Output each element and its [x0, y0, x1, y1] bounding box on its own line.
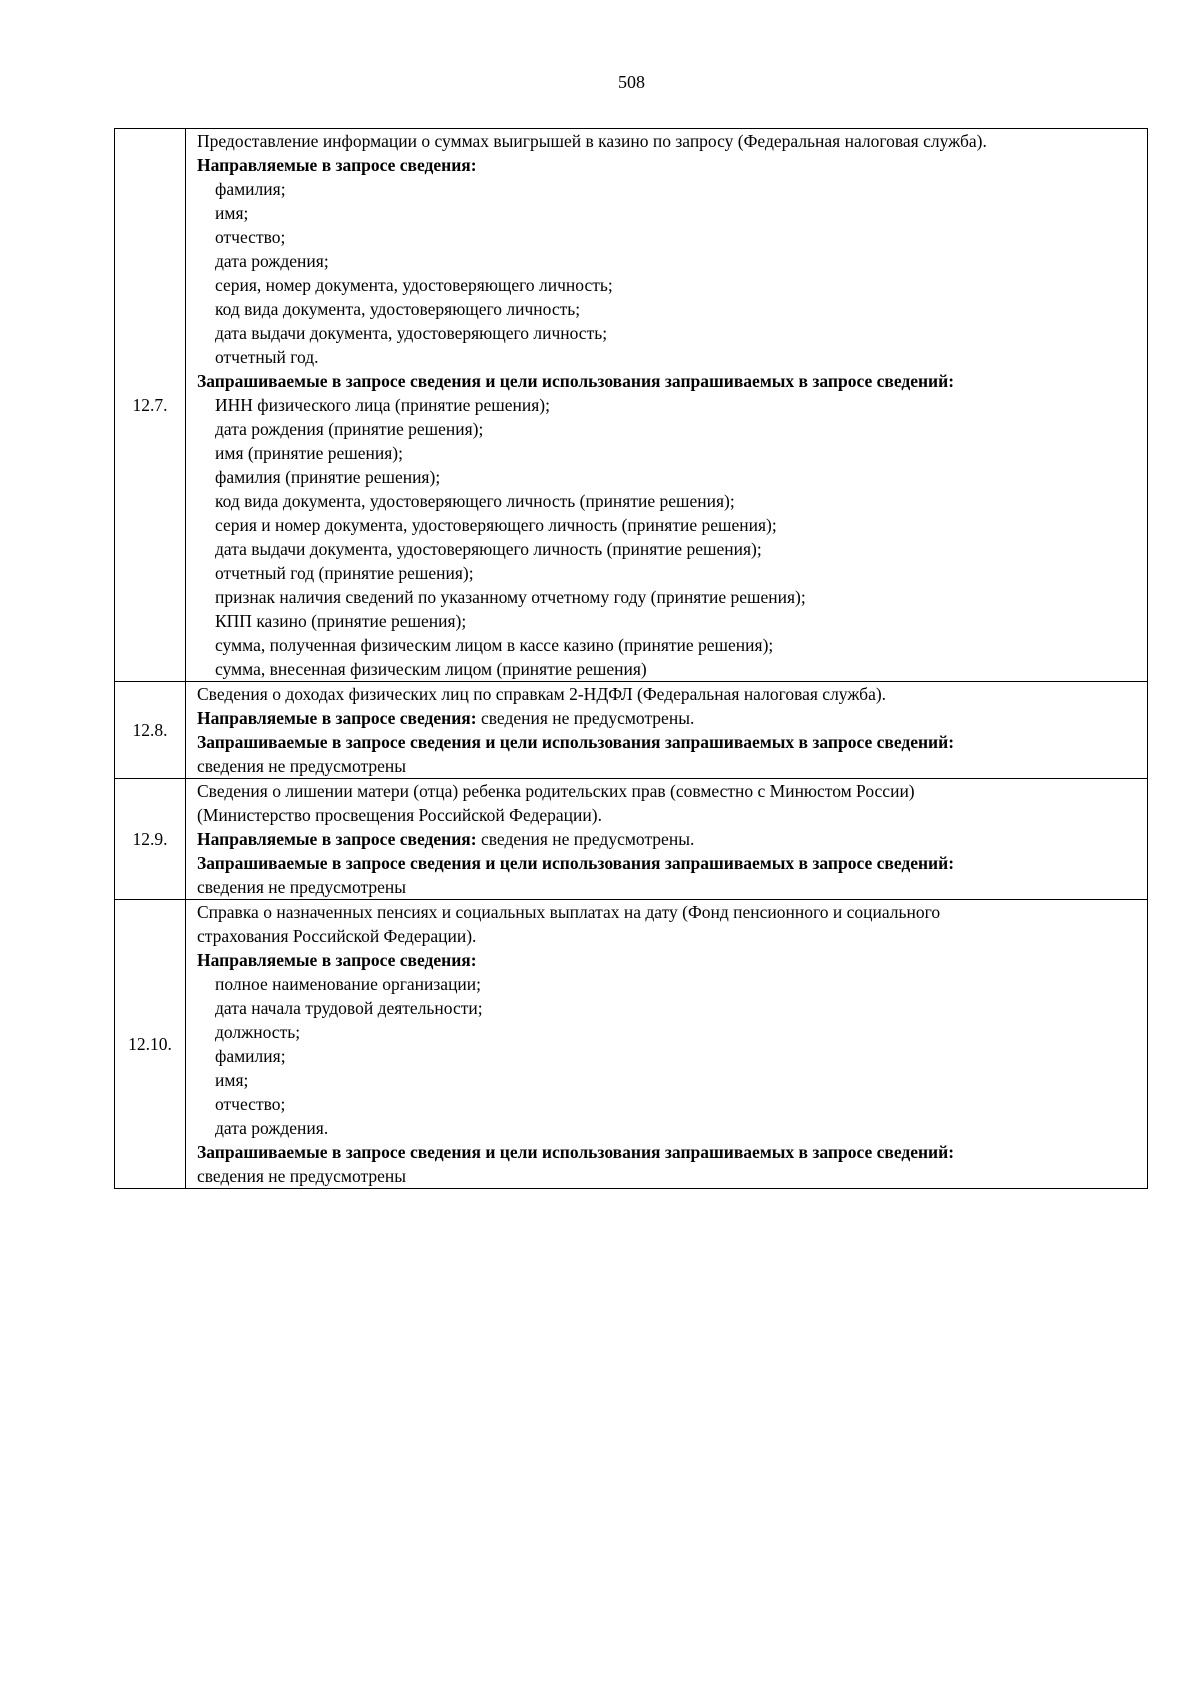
list-item: фамилия; [215, 1046, 286, 1066]
sent-heading: Направляемые в запросе сведения: [197, 155, 477, 175]
page-number: 508 [618, 72, 645, 92]
requested-heading: Запрашиваемые в запросе сведения и цели использования запрашиваемых в запросе сведений: [197, 853, 955, 873]
row-intro: Сведения о доходах физических лиц по справкам 2-НДФЛ (Федеральная налоговая служба). [197, 684, 887, 704]
list-item: отчество; [215, 227, 286, 247]
requested-heading: Запрашиваемые в запросе сведения и цели использования запрашиваемых в запросе сведений: [197, 1142, 955, 1162]
list-item: код вида документа, удостоверяющего личность (принятие решения); [215, 491, 735, 511]
table-row [115, 900, 1148, 1189]
requested-heading: Запрашиваемые в запросе сведения и цели использования запрашиваемых в запросе сведений: [197, 371, 955, 391]
row-number: 12.7. [115, 129, 186, 682]
requested-text: сведения не предусмотрены [197, 1166, 406, 1186]
table-row [115, 129, 1148, 682]
row-number: 12.8. [115, 682, 186, 779]
sent-heading: Направляемые в запросе сведения: [197, 950, 477, 970]
list-item: сумма, внесенная физическим лицом (принятие решения) [215, 659, 647, 679]
list-item: фамилия; [215, 179, 286, 199]
list-item: полное наименование организации; [215, 974, 482, 994]
list-item: имя (принятие решения); [215, 443, 403, 463]
list-item: имя; [215, 203, 249, 223]
list-item: должность; [215, 1022, 301, 1042]
row-content [186, 129, 1148, 682]
row-intro: (Министерство просвещения Российской Федерации). [197, 805, 602, 825]
list-item: дата рождения; [215, 251, 329, 271]
sent-text: сведения не предусмотрены. [476, 829, 695, 849]
list-item: отчетный год. [215, 347, 319, 367]
row-intro: Сведения о лишении матери (отца) ребенка родительских прав (совместно с Минюстом России) [197, 781, 915, 801]
row-content [186, 682, 1148, 779]
table-row [115, 682, 1148, 779]
row-number: 12.9. [115, 779, 186, 900]
list-item: серия и номер документа, удостоверяющего личность (принятие решения); [215, 515, 777, 535]
requested-heading: Запрашиваемые в запросе сведения и цели использования запрашиваемых в запросе сведений: [197, 732, 955, 752]
list-item: сумма, полученная физическим лицом в кассе казино (принятие решения); [215, 635, 774, 655]
list-item: дата выдачи документа, удостоверяющего личность (принятие решения); [215, 539, 762, 559]
sent-line [197, 827, 1143, 851]
list-item: код вида документа, удостоверяющего личность; [215, 299, 581, 319]
sent-line [197, 706, 1143, 730]
table-row [115, 779, 1148, 900]
row-intro: Справка о назначенных пенсиях и социальных выплатах на дату (Фонд пенсионного и социального [197, 902, 941, 922]
list-item: имя; [215, 1070, 249, 1090]
list-item: КПП казино (принятие решения); [215, 611, 467, 631]
list-item: дата начала трудовой деятельности; [215, 998, 483, 1018]
row-intro: Предоставление информации о суммах выигрышей в казино по запросу (Федеральная налоговая служба). [197, 131, 987, 151]
row-content [186, 900, 1148, 1189]
sent-text: сведения не предусмотрены. [476, 708, 695, 728]
list-item: отчество; [215, 1094, 286, 1114]
row-number: 12.10. [115, 900, 186, 1189]
requests-table [114, 128, 1148, 1189]
row-intro: страхования Российской Федерации). [197, 926, 477, 946]
row-content [186, 779, 1148, 900]
list-item: дата рождения (принятие решения); [215, 419, 484, 439]
list-item: отчетный год (принятие решения); [215, 563, 474, 583]
list-item: признак наличия сведений по указанному отчетному году (принятие решения); [215, 587, 806, 607]
list-item: фамилия (принятие решения); [215, 467, 441, 487]
list-item: дата выдачи документа, удостоверяющего личность; [215, 323, 608, 343]
list-item: серия, номер документа, удостоверяющего личность; [215, 275, 613, 295]
requested-text: сведения не предусмотрены [197, 877, 406, 897]
list-item: дата рождения. [215, 1118, 329, 1138]
sent-heading: Направляемые в запросе сведения: [197, 708, 477, 728]
list-item: ИНН физического лица (принятие решения); [215, 395, 550, 415]
requested-text: сведения не предусмотрены [197, 756, 406, 776]
sent-heading: Направляемые в запросе сведения: [197, 829, 477, 849]
